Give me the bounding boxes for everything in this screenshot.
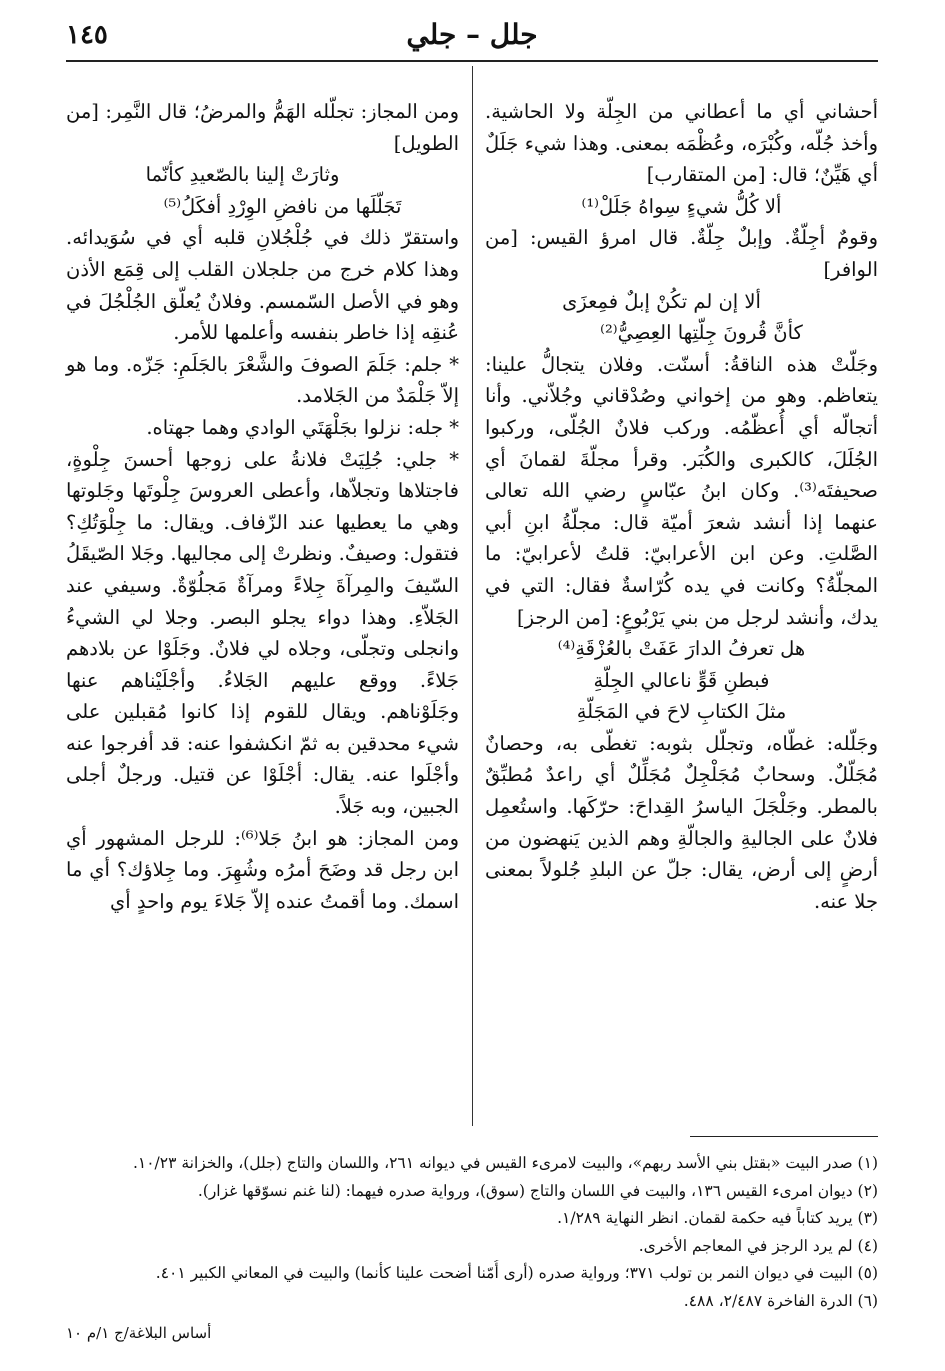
paragraph: وقومٌ أجِلّةٌ. وإبلٌ جِلّةٌ. قال امرؤ القيس: [من الوافر]	[485, 226, 878, 281]
page-header	[66, 18, 878, 62]
footnote: (٥) البيت في ديوان النمر بن تولب ٣٧١؛ ورواية صدره (أرى أُمّنا أضحت علينا كأنما) والبيت في المعاني الكبير ٤٠١.	[155, 1264, 878, 1282]
paragraph: ومن المجاز: هو ابنُ جَلا⁽⁶⁾: للرجل المشهور أي ابن رجل قد وضَحَ أمرُه وشُهِرَ. وما جِلاؤك؟ أي ما اسمك. وما أقمتُ عنده إلاّ جَلاءَ يوم واحدٍ أي	[66, 826, 459, 913]
verse-line: وثارَتْ إلينا بالصّعيدِ كأنّما	[145, 163, 340, 187]
paragraph: أحشاني أي ما أعطاني من الجِلّة ولا الحاشية. وأخذ جُلّه، وكُبْرَه، وعُظْمَه بمعنى. وهذا شيء جَلَلٌ أي هَيِّنٌ؛ قال: [من المتقارب]	[485, 100, 878, 187]
verse-line: كأنَّ قُرونَ جِلّتِها العِصِيُّ⁽²⁾	[600, 321, 803, 345]
book-reference: أساس البلاغة/ج ١/م ١٠	[66, 1324, 212, 1342]
page-number: ١٤٥	[66, 20, 108, 50]
verse-line: هل تعرفُ الدارَ عَفَتْ بالعُزْقَةِ⁽⁴⁾	[557, 637, 806, 661]
entry-jlh: * جله: نزلوا بجَلْهَتَي الوادي وهما جهتاه.	[146, 415, 459, 439]
paragraph: ومن المجاز: تجلّله الهَمُّ والمرضُ؛ قال النَّمِر: [من الطويل]	[66, 100, 459, 155]
left-column	[66, 96, 459, 917]
footnote: (١) صدر البيت «بقتل بني الأسد ربهم»، والبيت لامرىء القيس في ديوانه ٢٦١، واللسان والتاج (جلل)، والخزانة ١٠/٢٣.	[132, 1154, 878, 1172]
entry-jlm: * جلم: جَلَمَ الصوفَ والشَّعْرَ بالجَلَمِ: جَزّه. وما هو إلاّ جَلْمَدٌ من الجَلامد.	[66, 352, 459, 408]
column-divider	[472, 66, 473, 1126]
footnote: (٦) الدرة الفاخرة ٢/٤٨٧، ٤٨٨.	[683, 1291, 878, 1310]
paragraph: وجَلّله: غطّاه، وتجلّل بثوبه: تغطّى به، وحصانٌ مُجَلّلٌ. وسحابٌ مُجَلْجِلٌ مُجَلِّلٌ أي راعدٌ مُطبِّقٌ بالمطر. وجَلْجَلَ الياسرُ القِداحَ: حرّكَها. واستُعمِل فلانٌ على الجاليةِ والجالّةِ وهم الذين يَنهضون من أرضٍ إلى أرض، يقال: جلّ عن البلدِ جُلولاً بمعنى جلا عنه.	[485, 731, 878, 913]
verse-line: ألا كُلُّ شيءٍ سِواهُ جَلَلْ⁽¹⁾	[581, 194, 782, 218]
footnote-separator	[690, 1136, 878, 1137]
verse-line: فبطنِ قَوٍّ ناعالي الجِلّةِ	[593, 668, 770, 692]
paragraph: واستقرّ ذلك في جُلْجُلانِ قلبه أي في سُوَيدائه. وهذا كلام خرج من جلجلان القلب إلى قِمَع الأذن وهو في الأصل السّمسم. وفلانٌ يُعلّق الجُلْجُلَ في عُنقِه إذا خاطر بنفسه وأعلمها للأمر.	[66, 226, 459, 345]
verse-line: مثلَ الكتابِ لاحَ في المَجَلّةِ	[576, 700, 787, 724]
paragraph: وجَلّتْ هذه الناقةُ: أسنّت. وفلان يتجالُّ علينا: يتعاظم. وهو من إخواني وصُدْقاني وجُلاّني. وأنا أتجالّه أي أُعظّمُه. وركب فلانٌ الجُلّى، وركبوا الجُلَلَ، كالكبرى والكُبَر. وقرأ مجلّةَ لقمانَ أي صحيفتَه⁽³⁾. وكان ابنُ عبّاسٍ رضي الله تعالى عنهما إذا أنشد شعرَ أميّة قال: مجلّةُ ابنِ أبي الصَّلتِ. وعن ابن الأعرابيّ: قلتُ لأعرابيّ: ما المجلّةُ؟ وكانت في يده كُرّاسةٌ فقال: التي في يدك، وأنشد لرجل من بني يَرْبُوعٍ: [من الرجز]	[485, 352, 878, 629]
footnotes	[66, 1150, 878, 1315]
verse-line: تَجَلّلَها من نافضِ الوِرْدِ أفكَلُ⁽⁵⁾	[163, 194, 402, 218]
verse-line: ألا إن لم تكُنْ إبلٌ فمِعزَى	[562, 289, 761, 313]
right-column	[485, 96, 878, 917]
footnote: (٣) يريد كتاباً فيه حكمة لقمان. انظر النهاية ١/٢٨٩.	[557, 1209, 878, 1227]
running-title: جلل – جلي	[406, 18, 538, 51]
entry-jly: * جلي: جُلِيَتْ فلانةُ على زوجها أحسنَ جِلْوةٍ، فاجتلاها وتجلاّها، وأعطى العروسَ جِلْوتَها وجَلوتها وهي ما يعطيها عند الزّفاف. ويقال: ما جِلْوَتُكِ؟ فتقول: وصيفٌ. ونظرتْ إلى مجاليها. وجَلا الصّيقَلُ السّيفَ والمِرآةَ جِلاءً ومرآةٌ مَجلُوّةٌ. وسيفي عند الجَلاّءِ. وهذا دواء يجلو البصر. وجلا لي الشيءُ وانجلى وتجلّى، وجلاه لي فلانٌ. وجَلَوْا عن بلادهم جَلاءً. ووقع عليهم الجَلاءُ. وأجْلَيْناهم عنها وجَلَوْناهم. ويقال للقوم إذا كانوا مُقبلين على شيء محدقين به ثمّ انكشفوا عنه: قد أفرجوا عنه وأجْلَوا عنه. يقال: أجْلَوْا عن قتيل. ورجلٌ أجلى الجبين، وبه جَلاً.	[66, 447, 459, 819]
footnote: (٤) لم يرد الرجز في المعاجم الأخرى.	[638, 1236, 878, 1255]
footnote: (٢) ديوان امرىء القيس ١٣٦، والبيت في اللسان والتاج (سوق)، ورواية صدره فيهما: (لنا غنم نسوّقها غزار).	[197, 1181, 878, 1200]
